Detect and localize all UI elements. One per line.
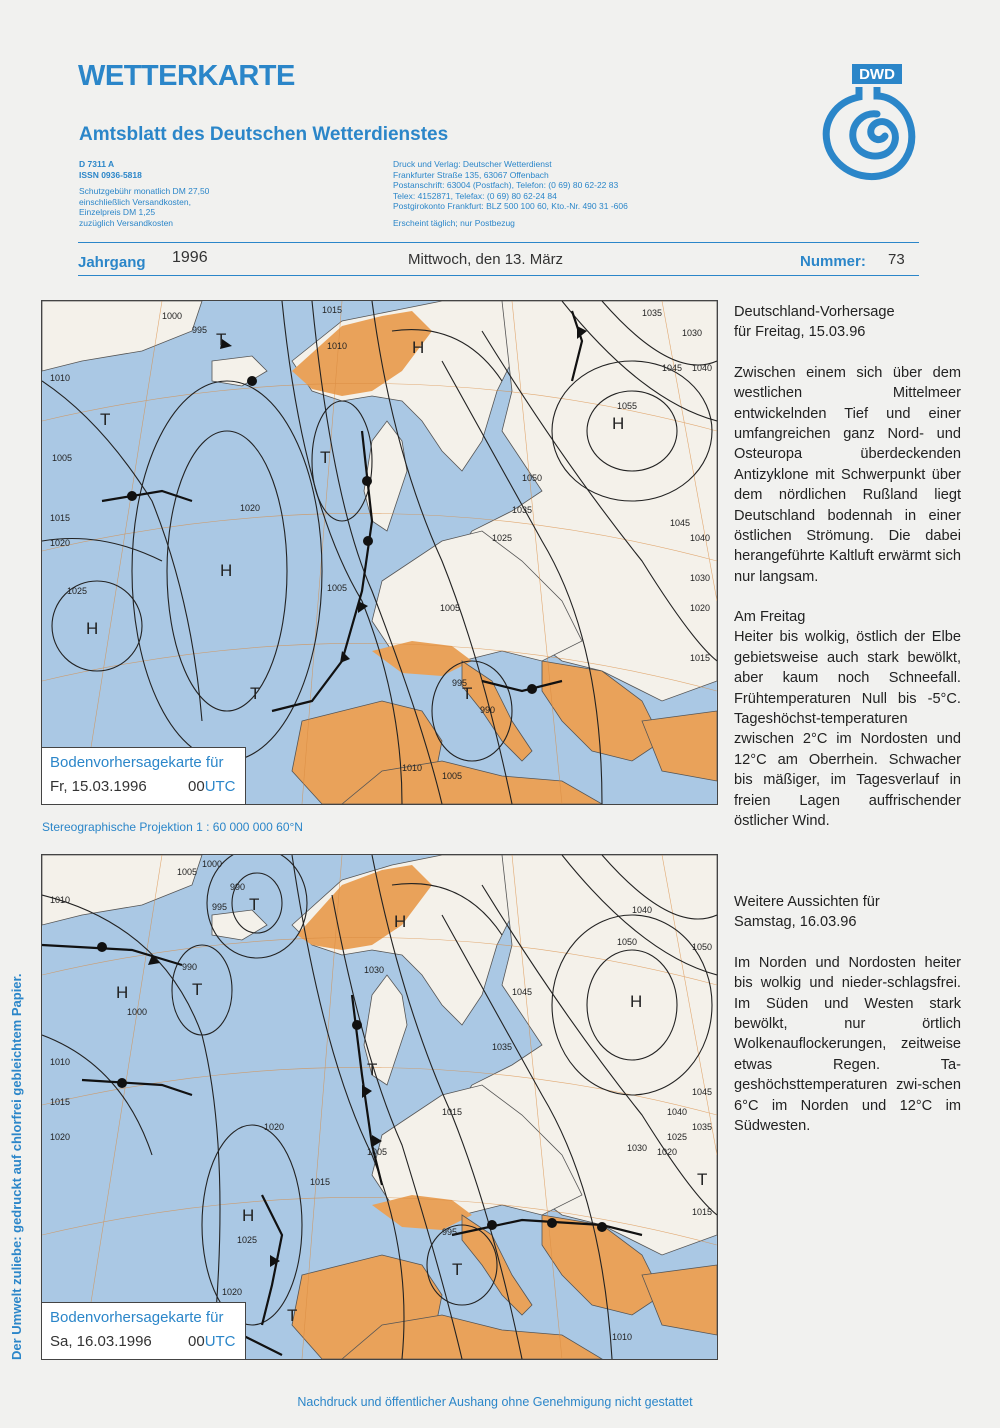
isobar-label: 995 bbox=[212, 902, 228, 912]
isobar-label: 1010 bbox=[612, 1332, 633, 1342]
isobar-label: 1050 bbox=[692, 942, 713, 952]
fee-line: Schutzgebühr monatlich DM 27,50 bbox=[79, 186, 210, 196]
high-marker: H bbox=[220, 561, 233, 580]
isobar-label: 1035 bbox=[692, 1122, 713, 1132]
forecast-heading-date: Samstag, 16.03.96 bbox=[734, 914, 857, 931]
isobar-label: 1025 bbox=[667, 1132, 688, 1142]
dwd-logo-text: DWD bbox=[859, 66, 895, 83]
forecast-heading: Weitere Aussichten für bbox=[734, 894, 880, 910]
land-turkey bbox=[642, 1265, 717, 1335]
page-subtitle: Amtsblatt des Deutschen Wetterdienstes bbox=[79, 124, 449, 145]
forecast-heading-date: für Freitag, 15.03.96 bbox=[734, 324, 866, 341]
jahrgang-value: 1996 bbox=[172, 249, 208, 266]
isobar-label: 1035 bbox=[492, 1042, 513, 1052]
isobar-label: 990 bbox=[182, 962, 198, 972]
isobar-label: 1040 bbox=[667, 1107, 688, 1117]
land-italy bbox=[462, 661, 532, 761]
isobar-label: 1025 bbox=[67, 586, 88, 596]
isobar-label: 1015 bbox=[50, 513, 71, 523]
isobar-label: 1020 bbox=[222, 1287, 243, 1297]
low-marker: T bbox=[192, 980, 203, 999]
high-marker: H bbox=[394, 912, 407, 931]
isobar-label: 1030 bbox=[682, 328, 703, 338]
forecast-friday bbox=[734, 302, 961, 587]
projection-note: Stereographische Projektion 1 : 60 000 000 60°N bbox=[42, 820, 303, 834]
high-marker: H bbox=[612, 414, 625, 433]
high-marker: H bbox=[630, 992, 643, 1011]
low-marker: T bbox=[250, 684, 261, 703]
isobar-label: 1025 bbox=[237, 1235, 258, 1245]
map-caption-utc: UTC bbox=[204, 1333, 236, 1350]
map-caption-time bbox=[188, 778, 236, 795]
isobar-label: 1030 bbox=[690, 573, 711, 583]
isobar-label: 1055 bbox=[617, 401, 638, 411]
isobar-label: 1010 bbox=[402, 763, 423, 773]
isobar-label: 1045 bbox=[670, 518, 691, 528]
isobar-label: 995 bbox=[442, 1227, 458, 1237]
isobar-label: 1020 bbox=[264, 1122, 285, 1132]
low-marker: T bbox=[287, 1306, 298, 1325]
map-caption-utc: UTC bbox=[204, 778, 236, 795]
forecast-heading: Deutschland-Vorhersage bbox=[734, 304, 895, 320]
isobar-label: 1020 bbox=[50, 1132, 71, 1142]
isobar-label: 1005 bbox=[177, 867, 198, 877]
isobar-label: 1040 bbox=[690, 533, 711, 543]
map-caption bbox=[42, 747, 246, 804]
isobar-label: 1050 bbox=[522, 473, 543, 483]
isobar-label: 1045 bbox=[692, 1087, 713, 1097]
map-caption-hour: 00 bbox=[188, 778, 205, 795]
isobar-label: 1015 bbox=[50, 1097, 71, 1107]
map-drawing bbox=[42, 301, 717, 804]
high-marker: H bbox=[412, 338, 425, 357]
isobar-label: 1040 bbox=[692, 363, 713, 373]
publisher-line: Erscheint täglich; nur Postbezug bbox=[393, 217, 515, 228]
forecast-map-saturday bbox=[41, 854, 718, 1360]
publisher-line: Frankfurter Straße 135, 63067 Offenbach bbox=[393, 169, 549, 180]
map-caption-title: Bodenvorhersagekarte für bbox=[50, 754, 224, 771]
forecast-map-friday bbox=[41, 300, 718, 805]
forecast-friday-details bbox=[734, 607, 961, 831]
isobar-label: 1010 bbox=[50, 895, 71, 905]
map-caption-time bbox=[188, 1333, 236, 1350]
isobar-label: 1030 bbox=[627, 1143, 648, 1153]
isobar-label: 1035 bbox=[512, 505, 533, 515]
fee-line: einschließlich Versandkosten, bbox=[79, 196, 191, 207]
forecast-outlook bbox=[734, 892, 961, 1136]
low-marker: T bbox=[452, 1260, 463, 1279]
isobar-label: 1005 bbox=[52, 453, 73, 463]
isobar-label: 1000 bbox=[162, 311, 183, 321]
jahrgang-label: Jahrgang bbox=[78, 254, 146, 271]
isobar-label: 1015 bbox=[692, 1207, 713, 1217]
isobar-label: 1050 bbox=[617, 937, 638, 947]
map-drawing bbox=[42, 855, 717, 1359]
low-marker: T bbox=[249, 895, 260, 914]
low-marker: T bbox=[320, 448, 331, 467]
isobar-label: 1010 bbox=[50, 1057, 71, 1067]
issue-date: Mittwoch, den 13. März bbox=[408, 251, 564, 268]
forecast-paragraph: Heiter bis wolkig, östlich der Elbe gebietsweise auch stark bewölkt, aber kaum noch Schneefall. Frühtemperaturen Null bis -5°C. Tageshöchst-temperaturen zwischen 2°C im Nordosten und 12°C am Oberrhein. Schwacher bis mäßiger, im Tagesverlauf in freien Lagen auffrischender östlicher Wind. bbox=[734, 629, 961, 830]
nummer-label: Nummer: bbox=[800, 253, 866, 270]
isobar-label: 1045 bbox=[512, 987, 533, 997]
forecast-paragraph: Im Norden und Nordosten heiter bis wolkig und nieder-schlagsfrei. Im Süden und Westen stark bewölkt, nur örtlich Wolkenauflockerungen, zeitweise etwas Regen. Ta-geshöchsttemperaturen zwi-schen 6°C im Norden und 12°C im Südwesten. bbox=[734, 954, 961, 1135]
publisher-line: Postgirokonto Frankfurt: BLZ 500 100 60, Kto.-Nr. 490 31 -606 bbox=[393, 201, 628, 211]
isobar-label: 995 bbox=[192, 325, 208, 335]
map-caption-hour: 00 bbox=[188, 1333, 205, 1350]
publisher-line: Druck und Verlag: Deutscher Wetterdienst bbox=[393, 159, 552, 169]
map-caption-date: Sa, 16.03.1996 bbox=[50, 1333, 152, 1350]
low-marker: T bbox=[697, 1170, 708, 1189]
map-caption bbox=[42, 1302, 246, 1359]
isobar-label: 1020 bbox=[657, 1147, 678, 1157]
isobar-label: 1000 bbox=[202, 859, 223, 869]
footer-note: Nachdruck und öffentlicher Aushang ohne Genehmigung nicht gestattet bbox=[297, 1395, 693, 1409]
side-note: Der Umwelt zuliebe: gedruckt auf chlorfrei gebleichtem Papier. bbox=[9, 973, 24, 1360]
high-marker: H bbox=[116, 983, 129, 1002]
isobar-label: 1020 bbox=[240, 503, 261, 513]
isobar-label: 1005 bbox=[442, 771, 463, 781]
land-greenland bbox=[42, 855, 202, 925]
isobar-label: 1035 bbox=[642, 308, 663, 318]
low-marker: T bbox=[216, 330, 227, 349]
isobar-label: 1015 bbox=[310, 1177, 331, 1187]
land-turkey bbox=[642, 711, 717, 781]
map-caption-date: Fr, 15.03.1996 bbox=[50, 778, 147, 795]
publisher-line: Telex: 4152871, Telefax: (0 69) 80 62-24 84 bbox=[393, 190, 557, 201]
isobar-label: 1015 bbox=[442, 1107, 463, 1117]
isobar-label: 995 bbox=[452, 678, 468, 688]
isobar-label: 1020 bbox=[50, 538, 71, 548]
isobar-label: 1005 bbox=[327, 583, 348, 593]
forecast-heading: Am Freitag bbox=[734, 609, 806, 625]
high-marker: H bbox=[86, 619, 99, 638]
nummer-value: 73 bbox=[888, 251, 905, 268]
isobar-label: 1020 bbox=[690, 603, 711, 613]
isobar-label: 1010 bbox=[327, 341, 348, 351]
header-rule-top bbox=[78, 242, 919, 243]
isobar-label: 990 bbox=[480, 705, 496, 715]
publication-code: D 7311 A bbox=[79, 159, 115, 169]
page-title: WETTERKARTE bbox=[78, 60, 295, 92]
isobar-label: 1015 bbox=[322, 305, 343, 315]
publication-info bbox=[79, 159, 279, 228]
isobar-label: 1030 bbox=[364, 965, 385, 975]
dwd-logo bbox=[815, 62, 920, 187]
low-marker: T bbox=[100, 410, 111, 429]
forecast-paragraph: Zwischen einem sich über dem westlichen Mittelmeer entwickelnden Tief und einer umfangreichen ganz Nord- und Osteuropa überdeckenden Antizyklone mit Schwerpunkt über dem nördlichen Rußland liegt Deutschland bodennah in einer östlichen Strömung. Die dabei herangeführte Kaltluft erwärmt sich nur langsam. bbox=[734, 364, 961, 585]
isobar-label: 1005 bbox=[440, 603, 461, 613]
publisher-info bbox=[393, 159, 713, 228]
isobar-label: 1040 bbox=[632, 905, 653, 915]
header-rule-bottom bbox=[78, 275, 919, 276]
low-marker: T bbox=[462, 684, 473, 703]
isobar-label: 990 bbox=[230, 882, 246, 892]
low-marker: T bbox=[367, 1060, 378, 1079]
dwd-logo-inner-swirl bbox=[853, 114, 896, 156]
publisher-line: Postanschrift: 63004 (Postfach), Telefon: (0 69) 80 62-22 83 bbox=[393, 180, 619, 190]
fee-line: Einzelpreis DM 1,25 bbox=[79, 207, 156, 217]
issn: ISSN 0936-5818 bbox=[79, 169, 142, 180]
high-marker: H bbox=[242, 1206, 255, 1225]
map-caption-title: Bodenvorhersagekarte für bbox=[50, 1309, 224, 1326]
isobar-label: 1010 bbox=[50, 373, 71, 383]
isobar-label: 1025 bbox=[492, 533, 513, 543]
isobar-label: 1005 bbox=[367, 1147, 388, 1157]
isobar-label: 1015 bbox=[690, 653, 711, 663]
fee-line: zuzüglich Versandkosten bbox=[79, 217, 174, 228]
isobar-label: 1045 bbox=[662, 363, 683, 373]
isobar-label: 1000 bbox=[127, 1007, 148, 1017]
